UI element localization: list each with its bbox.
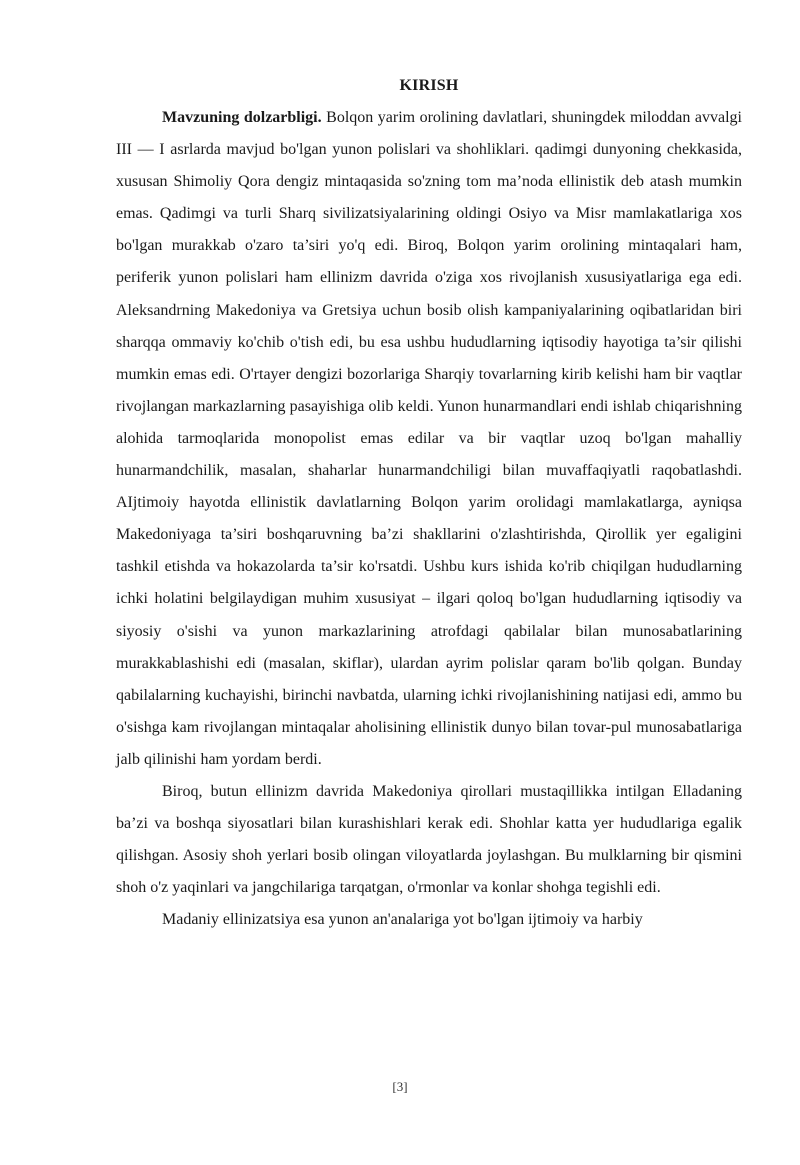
paragraph-3 bbox=[116, 904, 742, 936]
paragraph-text: Bolqon yarim orolining davlatlari, shuningdek miloddan avvalgi III — I asrlarda mavjud bo'lgan yunon polislari va shohliklari. qadimgi dunyoning chekkasida, xususan Shimoliy Qora dengiz mintaqasida so'zning tom ma’noda ellinistik deb atash mumkin emas. Qadimgi va turli Sharq sivilizatsiyalarining oldingi Osiyo va Misr mamlakatlariga xos bo'lgan murakkab o'zaro ta’siri yo'q edi. Biroq, Bolqon yarim orolining mintaqalari ham, periferik yunon polislari ham ellinizm davrida o'ziga xos rivojlanish xususiyatlariga ega edi. Aleksandrning Makedoniya va Gretsiya uchun bosib olish kampaniyalarining oqibatlaridan biri sharqqa ommaviy ko'chib o'tish edi, bu esa ushbu hududlarning iqtisodiy hayotiga ta’sir qilishi mumkin emas edi. O'rtayer dengizi bozorlariga Sharqiy tovarlarning kirib kelishi ham bir vaqtlar rivojlangan markazlarning pasayishiga olib keldi. Yunon hunarmandlari endi ishlab chiqarishning alohida tarmoqlarida monopolist emas edilar va bir vaqtlar uzoq bo'lgan mahalliy hunarmandchilik, masalan, shaharlar hunarmandchiligi bilan muvaffaqiyatli raqobatlashdi. AIjtimoiy hayotda ellinistik davlatlarning Bolqon yarim orolidagi mamlakatlarga, ayniqsa Makedoniyaga ta’siri boshqaruvning ba’zi shakllarini o'zlashtirishda, Qirollik yer egaligini tashkil etishda va hokazolarda ta’sir ko'rsatdi. Ushbu kurs ishida ko'rib chiqilgan hududlarning ichki holatini belgilaydigan muhim xususiyat – ilgari qoloq bo'lgan hududlarning iqtisodiy va siyosiy o'sishi va yunon markazlarining atrofdagi qabilalar bilan munosabatlarining murakkablashishi edi (masalan, skiflar), ulardan ayrim polislar qaram bo'lib qolgan. Bunday qabilalarning kuchayishi, birinchi navbatda, ularning ichki rivojlanishining natijasi edi, ammo bu o'sishga kam rivojlangan mintaqalar aholisining ellinistik dunyo bilan tovar-pul munosabatlariga jalb qilinishi ham yordam berdi. bbox=[116, 109, 743, 768]
paragraph-2 bbox=[116, 776, 742, 904]
paragraph-lead: Mavzuning dolzarbligi. bbox=[162, 109, 322, 126]
paragraph-1 bbox=[116, 102, 742, 776]
paragraph-text: Madaniy ellinizatsiya esa yunon an'analariga yot bo'lgan ijtimoiy va harbiy bbox=[162, 911, 643, 929]
page-number: [3] bbox=[392, 1079, 408, 1094]
paragraph-text: Biroq, butun ellinizm davrida Makedoniya qirollari mustaqillikka intilgan Elladaning ba’zi va boshqa siyosatlari bilan kurashishlari kerak edi. Shohlar katta yer hududlariga egalik qilishgan. Asosiy shoh yerlari bosib olingan viloyatlarda joylashgan. Bu mulklarning bir qismini shoh o'z yaqinlari va jangchilariga tarqatgan, o'rmonlar va konlar shohga tegishli edi. bbox=[116, 782, 742, 897]
section-heading: KIRISH bbox=[399, 77, 459, 94]
document-page bbox=[116, 72, 742, 936]
